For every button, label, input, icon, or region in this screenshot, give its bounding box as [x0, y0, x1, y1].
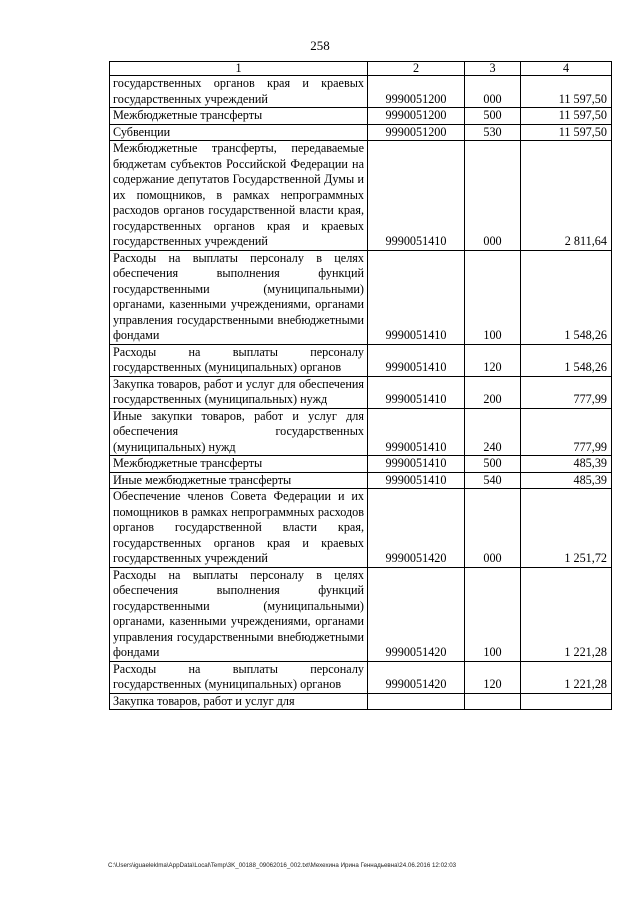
cell-type: 120: [465, 661, 521, 693]
table-row: [110, 693, 612, 710]
cell-type: 500: [465, 456, 521, 473]
cell-code: 9990051420: [368, 489, 465, 568]
cell-name: Межбюджетные трансферты: [110, 456, 368, 473]
cell-code: [368, 693, 465, 710]
cell-name: Иные закупки товаров, работ и услуг для обеспечения государственных (муниципальных) нужд: [110, 408, 368, 456]
cell-code: 9990051410: [368, 250, 465, 344]
cell-code: 9990051200: [368, 76, 465, 108]
file-path-footer: C:\Users\iguaeleklma\AppData\Local\Temp\3K_00188_09062016_002.txt\Мехехина Ирина Геннадьевна\24.06.2016 12:02:03: [108, 862, 457, 869]
cell-type: [465, 693, 521, 710]
table-row: [110, 472, 612, 489]
cell-name: Закупка товаров, работ и услуг для: [110, 693, 368, 710]
cell-code: 9990051410: [368, 456, 465, 473]
cell-code: 9990051410: [368, 376, 465, 408]
cell-name: Межбюджетные трансферты, передаваемые бюджетам субъектов Российской Федерации на содержание депутатов Государственной Думы и их помощников, в рамках непрограммных расходов органов государственной власти края, государственных органов края и краевых государственных учреждений: [110, 141, 368, 251]
budget-table: [109, 61, 612, 710]
cell-name: Расходы на выплаты персоналу в целях обеспечения выполнения функций государственными (муниципальными) органами, казенными учреждениями, органами управления государственными внебюджетными фондами: [110, 567, 368, 661]
cell-type: 540: [465, 472, 521, 489]
table-row: [110, 108, 612, 125]
cell-type: 000: [465, 76, 521, 108]
cell-amount: 11 597,50: [521, 76, 612, 108]
cell-name: Закупка товаров, работ и услуг для обеспечения государственных (муниципальных) нужд: [110, 376, 368, 408]
column-header: 1: [110, 62, 368, 76]
cell-name: Расходы на выплаты персоналу в целях обеспечения выполнения функций государственными (муниципальными) органами, казенными учреждениями, органами управления государственными внебюджетными фондами: [110, 250, 368, 344]
cell-code: 9990051410: [368, 408, 465, 456]
column-header: 4: [521, 62, 612, 76]
table-row: [110, 408, 612, 456]
cell-code: 9990051200: [368, 108, 465, 125]
table-row: [110, 567, 612, 661]
cell-amount: [521, 693, 612, 710]
cell-type: 200: [465, 376, 521, 408]
cell-amount: 485,39: [521, 472, 612, 489]
cell-type: 000: [465, 141, 521, 251]
column-header: 3: [465, 62, 521, 76]
table-header-row: [110, 62, 612, 76]
table-row: [110, 456, 612, 473]
cell-type: 500: [465, 108, 521, 125]
cell-name: Иные межбюджетные трансферты: [110, 472, 368, 489]
cell-amount: 2 811,64: [521, 141, 612, 251]
cell-amount: 1 221,28: [521, 567, 612, 661]
column-header: 2: [368, 62, 465, 76]
cell-amount: 1 221,28: [521, 661, 612, 693]
table-row: [110, 489, 612, 568]
cell-name: государственных органов края и краевых государственных учреждений: [110, 76, 368, 108]
cell-code: 9990051420: [368, 661, 465, 693]
cell-code: 9990051410: [368, 472, 465, 489]
cell-code: 9990051200: [368, 124, 465, 141]
cell-amount: 777,99: [521, 376, 612, 408]
table-row: [110, 141, 612, 251]
table-row: [110, 344, 612, 376]
cell-amount: 485,39: [521, 456, 612, 473]
cell-code: 9990051410: [368, 141, 465, 251]
table-row: [110, 250, 612, 344]
cell-name: Расходы на выплаты персоналу государственных (муниципальных) органов: [110, 661, 368, 693]
cell-name: Обеспечение членов Совета Федерации и их помощников в рамках непрограммных расходов органов государственной власти края, государственных органов края и краевых государственных учреждений: [110, 489, 368, 568]
cell-amount: 1 548,26: [521, 250, 612, 344]
cell-amount: 1 251,72: [521, 489, 612, 568]
cell-type: 240: [465, 408, 521, 456]
cell-type: 120: [465, 344, 521, 376]
cell-type: 530: [465, 124, 521, 141]
cell-code: 9990051410: [368, 344, 465, 376]
cell-type: 100: [465, 567, 521, 661]
table-row: [110, 376, 612, 408]
cell-name: Межбюджетные трансферты: [110, 108, 368, 125]
table-row: [110, 661, 612, 693]
cell-name: Расходы на выплаты персоналу государственных (муниципальных) органов: [110, 344, 368, 376]
page-number: 258: [310, 38, 330, 53]
table-row: [110, 124, 612, 141]
cell-amount: 1 548,26: [521, 344, 612, 376]
cell-amount: 777,99: [521, 408, 612, 456]
cell-amount: 11 597,50: [521, 124, 612, 141]
cell-name: Субвенции: [110, 124, 368, 141]
cell-amount: 11 597,50: [521, 108, 612, 125]
table-row: [110, 76, 612, 108]
cell-type: 100: [465, 250, 521, 344]
cell-code: 9990051420: [368, 567, 465, 661]
cell-type: 000: [465, 489, 521, 568]
